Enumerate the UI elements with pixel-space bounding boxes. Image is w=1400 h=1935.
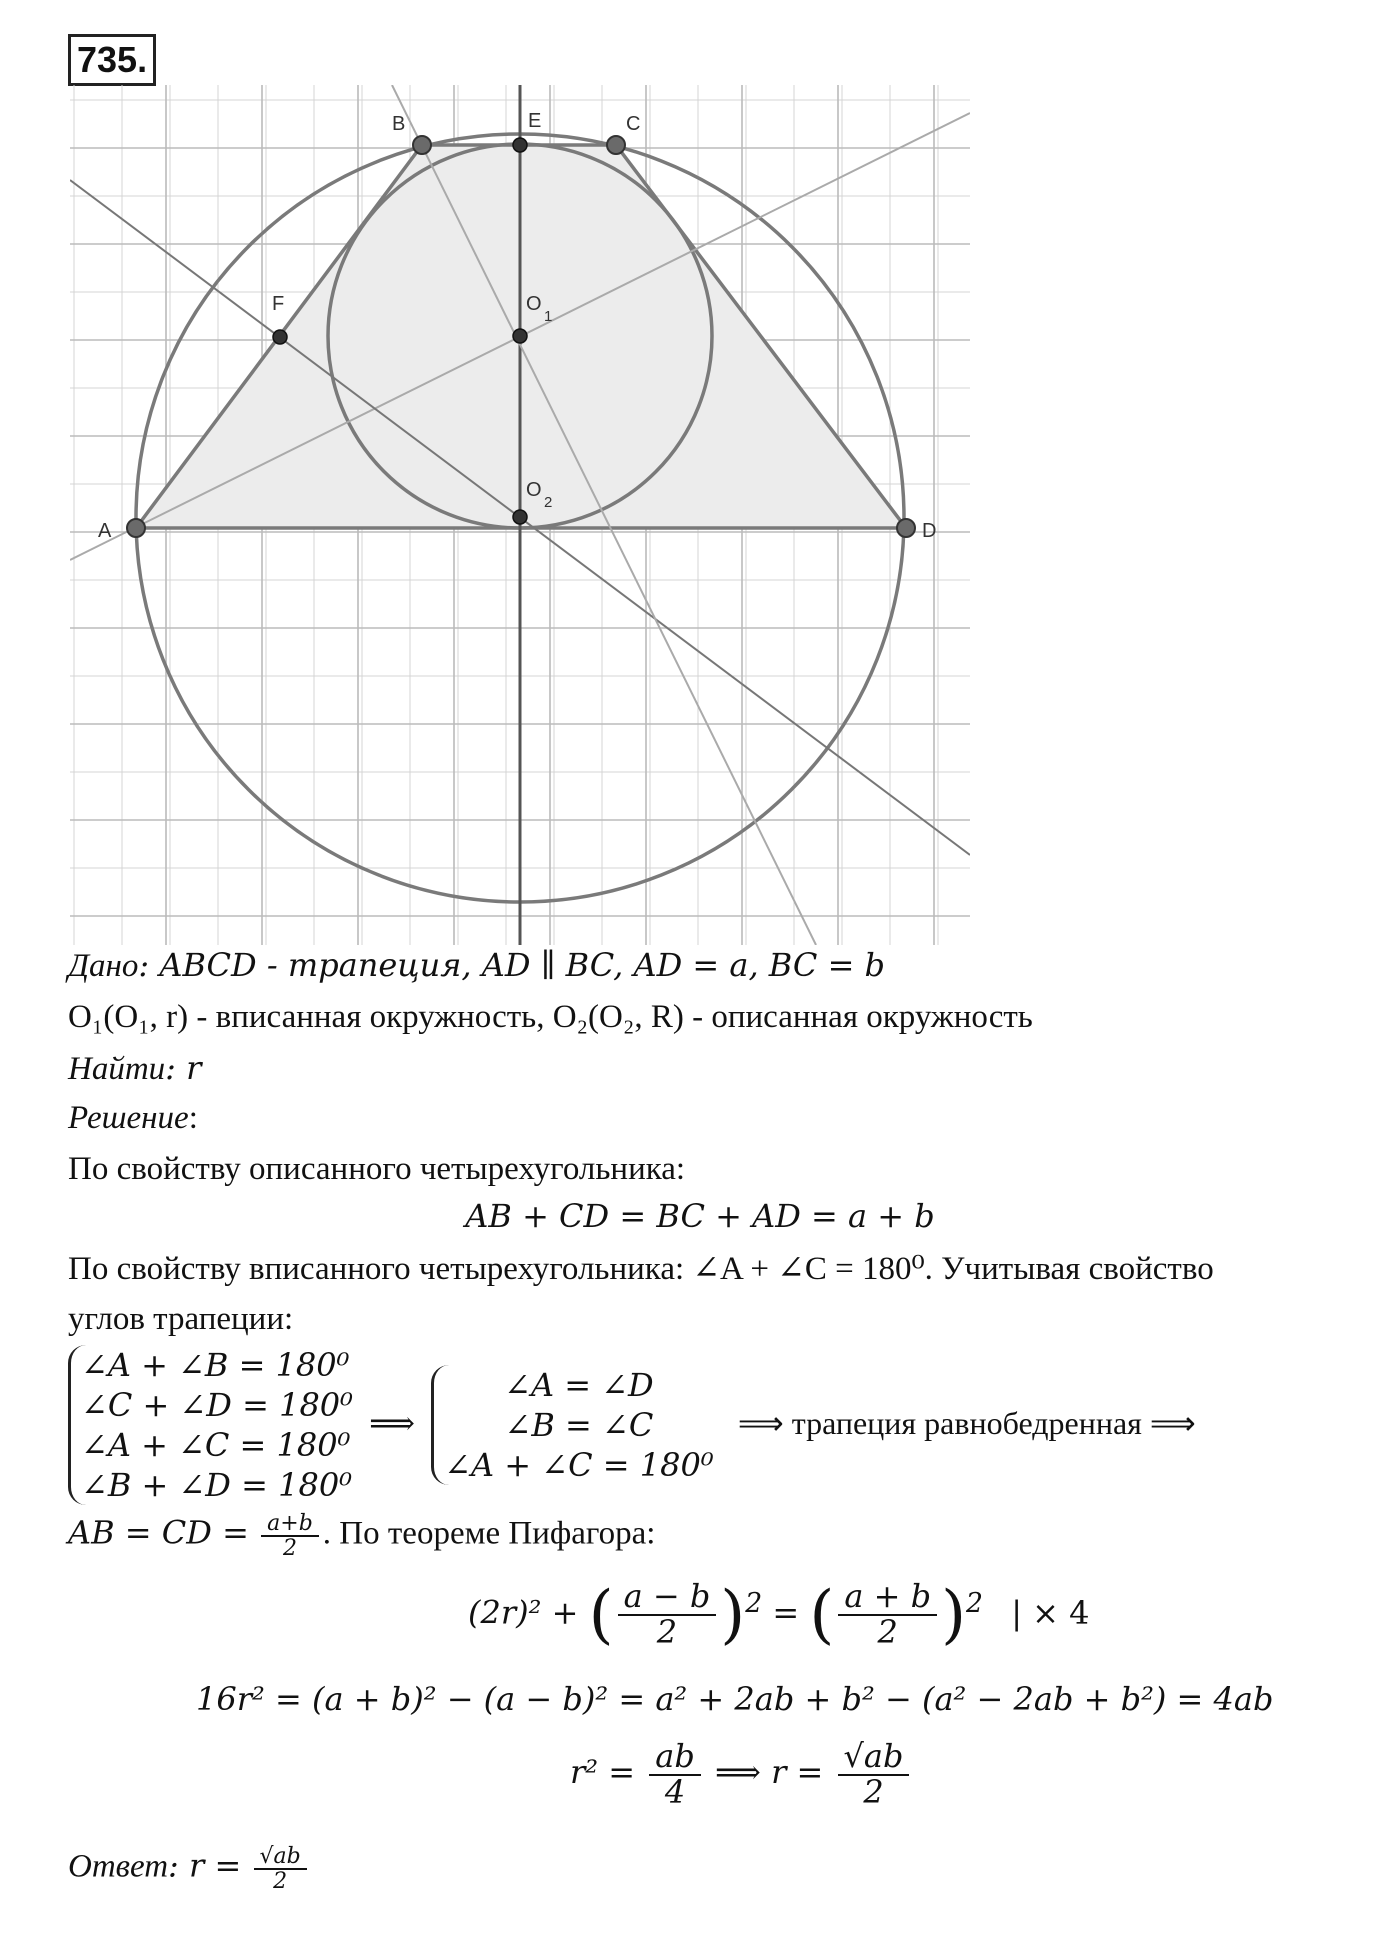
eq4-frac-1	[649, 1737, 701, 1811]
system-block	[68, 1345, 1196, 1505]
label-o1-sub: 1	[544, 308, 553, 325]
eq2-multiplier: | × 4	[1011, 1593, 1090, 1632]
ab-cd-prefix: AB = CD =	[68, 1513, 249, 1552]
eq4-frac-2	[838, 1737, 910, 1811]
answer-numerator: √ab	[254, 1845, 307, 1870]
paragraph-3: углов трапеции:	[68, 1301, 294, 1337]
point-b	[413, 136, 431, 154]
system-2	[431, 1365, 713, 1485]
system1-row: ∠A + ∠C = 180⁰	[81, 1426, 351, 1464]
given-label: Дано	[68, 948, 139, 984]
label-f: F	[272, 293, 285, 315]
paren-open: (	[588, 1578, 614, 1652]
point-f	[273, 330, 287, 344]
eq2-equals: =	[772, 1593, 800, 1632]
eq4-num-2: √ab	[838, 1740, 910, 1776]
eq4-den-2: 2	[863, 1772, 884, 1811]
given-line-1	[68, 945, 885, 986]
answer-denominator: 2	[273, 1869, 288, 1895]
given-text-2: O₁(O₁, r) - вписанная окружность, O₂(O₂, R) - описанная окружность	[68, 999, 1033, 1035]
label-c: C	[626, 113, 641, 135]
label-o2-sub: 2	[544, 494, 553, 511]
label-b: B	[392, 113, 406, 135]
point-d	[897, 519, 915, 537]
system1-row: ∠A + ∠B = 180⁰	[81, 1346, 350, 1384]
equation-1: AB + CD = BC + AD = a + b	[465, 1197, 935, 1235]
point-a	[127, 519, 145, 537]
paren-close: )	[720, 1578, 746, 1652]
geometry-figure	[70, 85, 970, 945]
implies-arrow: ⟹	[369, 1403, 416, 1442]
solution-heading	[68, 1098, 198, 1138]
label-e: E	[528, 110, 542, 132]
find-line	[68, 1048, 201, 1089]
eq2-den-2: 2	[877, 1613, 898, 1651]
solution-label: Решение	[68, 1100, 189, 1136]
system2-row: ∠A = ∠D	[504, 1366, 654, 1404]
answer-prefix: : r =	[168, 1846, 242, 1885]
given-text-1: : ABCD - трапеция, AD ∥ BC, AD = a, BC = b	[138, 946, 886, 984]
problem-number: 735.	[68, 34, 156, 86]
equation-4	[570, 1737, 913, 1811]
label-d: D	[922, 520, 937, 542]
system1-row: ∠C + ∠D = 180⁰	[81, 1386, 353, 1424]
eq2-power-1: 2	[745, 1587, 763, 1619]
system-1	[68, 1345, 353, 1505]
fraction-denominator: 2	[282, 1536, 297, 1562]
eq2-frac-2	[838, 1577, 937, 1651]
answer-line	[68, 1845, 311, 1893]
eq4-mid: ⟹ r =	[715, 1753, 824, 1792]
label-o1: O	[526, 293, 542, 315]
find-value: : r	[165, 1049, 202, 1087]
system1-row: ∠B + ∠D = 180⁰	[81, 1466, 353, 1504]
eq4-den-1: 4	[664, 1772, 686, 1811]
fraction-numerator: a+b	[261, 1512, 319, 1537]
eq4-left: r² =	[570, 1753, 636, 1792]
paragraph-1: По свойству описанного четырехугольника:	[68, 1151, 686, 1187]
paren-open: (	[809, 1578, 835, 1652]
equation-2	[468, 1578, 1089, 1652]
point-o2	[513, 510, 527, 524]
answer-label: Ответ	[68, 1848, 169, 1885]
eq4-num-1: ab	[649, 1740, 701, 1776]
point-o1	[513, 329, 527, 343]
label-a: A	[98, 520, 112, 542]
eq2-num-2: a + b	[838, 1580, 937, 1616]
point-c	[607, 136, 625, 154]
pythagoras-text: . По теореме Пифагора:	[322, 1515, 656, 1552]
equation-3: 16r² = (a + b)² − (a − b)² = a² + 2ab + b² − (a² − 2ab + b²) = 4ab	[196, 1680, 1274, 1718]
eq2-left: (2r)² +	[468, 1593, 579, 1632]
paren-close: )	[941, 1578, 967, 1652]
given-line-2	[68, 997, 1033, 1037]
eq2-frac-1	[618, 1577, 717, 1651]
eq2-den-1: 2	[656, 1613, 678, 1651]
ab-cd-line	[68, 1512, 655, 1560]
find-label: Найти	[68, 1051, 166, 1087]
paragraph-2: По свойству вписанного четырехугольника: ∠A + ∠C = 180⁰. Учитывая свойство	[68, 1251, 1214, 1287]
point-e	[513, 138, 527, 152]
eq2-num-1: a − b	[618, 1580, 717, 1616]
system2-row: ∠A + ∠C = 180⁰	[444, 1446, 714, 1484]
label-o2: O	[526, 479, 542, 501]
answer-fraction	[254, 1845, 307, 1893]
system2-row: ∠B = ∠C	[504, 1406, 654, 1444]
fraction-a-plus-b	[261, 1512, 319, 1560]
solution-colon: :	[188, 1100, 198, 1136]
conclusion-text: ⟹ трапеция равнобедренная ⟹	[737, 1404, 1196, 1441]
eq2-power-2: 2	[966, 1587, 984, 1619]
